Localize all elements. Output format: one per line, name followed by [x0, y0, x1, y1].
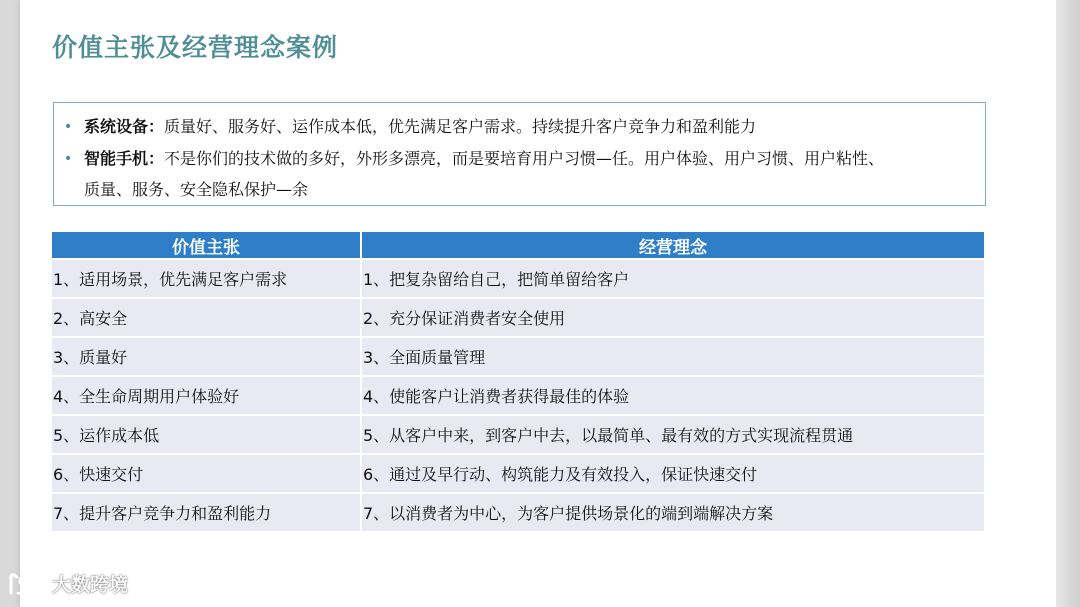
bullet-item — [64, 111, 975, 143]
business-philosophy-cell: 5、从客户中来，到客户中去，以最简单、最有效的方式实现流程贯通 — [361, 415, 985, 454]
comparison-table — [52, 232, 986, 531]
business-philosophy-cell: 1、把复杂留给自己，把简单留给客户 — [361, 259, 985, 298]
watermark — [8, 570, 128, 597]
business-philosophy-cell: 3、全面质量管理 — [361, 337, 985, 376]
value-proposition-cell: 4、全生命周期用户体验好 — [52, 376, 361, 415]
table-row — [52, 298, 985, 337]
bullet-dot-icon: • — [64, 119, 73, 135]
value-proposition-cell: 3、质量好 — [52, 337, 361, 376]
right-edge-strip — [1056, 0, 1080, 607]
value-proposition-cell: 5、运作成本低 — [52, 415, 361, 454]
table-row — [52, 376, 985, 415]
business-philosophy-cell: 2、充分保证消费者安全使用 — [361, 298, 985, 337]
business-philosophy-cell: 6、通过及早行动、构筑能力及有效投入，保证快速交付 — [361, 454, 985, 493]
header-business-philosophy: 经营理念 — [361, 232, 985, 259]
slide-title: 价值主张及经营理念案例 — [52, 33, 339, 62]
business-philosophy-cell: 4、使能客户让消费者获得最佳的体验 — [361, 376, 985, 415]
value-proposition-cell: 1、适用场景，优先满足客户需求 — [52, 259, 361, 298]
watermark-text: 大数跨境 — [52, 574, 129, 596]
table-row — [52, 493, 985, 531]
value-proposition-cell: 6、快速交付 — [52, 454, 361, 493]
slide — [20, 0, 1056, 607]
table-row — [52, 259, 985, 298]
table-row — [52, 454, 985, 493]
table-header-row — [52, 232, 985, 259]
value-proposition-cell: 2、高安全 — [52, 298, 361, 337]
bullet-box — [53, 102, 986, 206]
bullet-dot-icon: • — [64, 151, 73, 167]
bullet-item — [64, 143, 975, 205]
bullet-text: 不是你们的技术做的多好，外形多漂亮，而是要培育用户习惯—任。用户体验、用户习惯、用户粘性、 — [164, 149, 885, 168]
watermark-logo-icon — [8, 571, 48, 597]
bullet-text-continued: 质量、服务、安全隐私保护—余 — [84, 180, 309, 199]
table-row — [52, 337, 985, 376]
bullet-label: 智能手机： — [84, 149, 165, 168]
bullet-label: 系统设备： — [84, 117, 165, 136]
header-value-proposition: 价值主张 — [52, 232, 361, 259]
business-philosophy-cell: 7、以消费者为中心，为客户提供场景化的端到端解决方案 — [361, 493, 985, 531]
value-proposition-cell: 7、提升客户竞争力和盈利能力 — [52, 493, 361, 531]
table-row — [52, 415, 985, 454]
bullet-text: 质量好、服务好、运作成本低，优先满足客户需求。持续提升客户竞争力和盈利能力 — [164, 117, 757, 136]
